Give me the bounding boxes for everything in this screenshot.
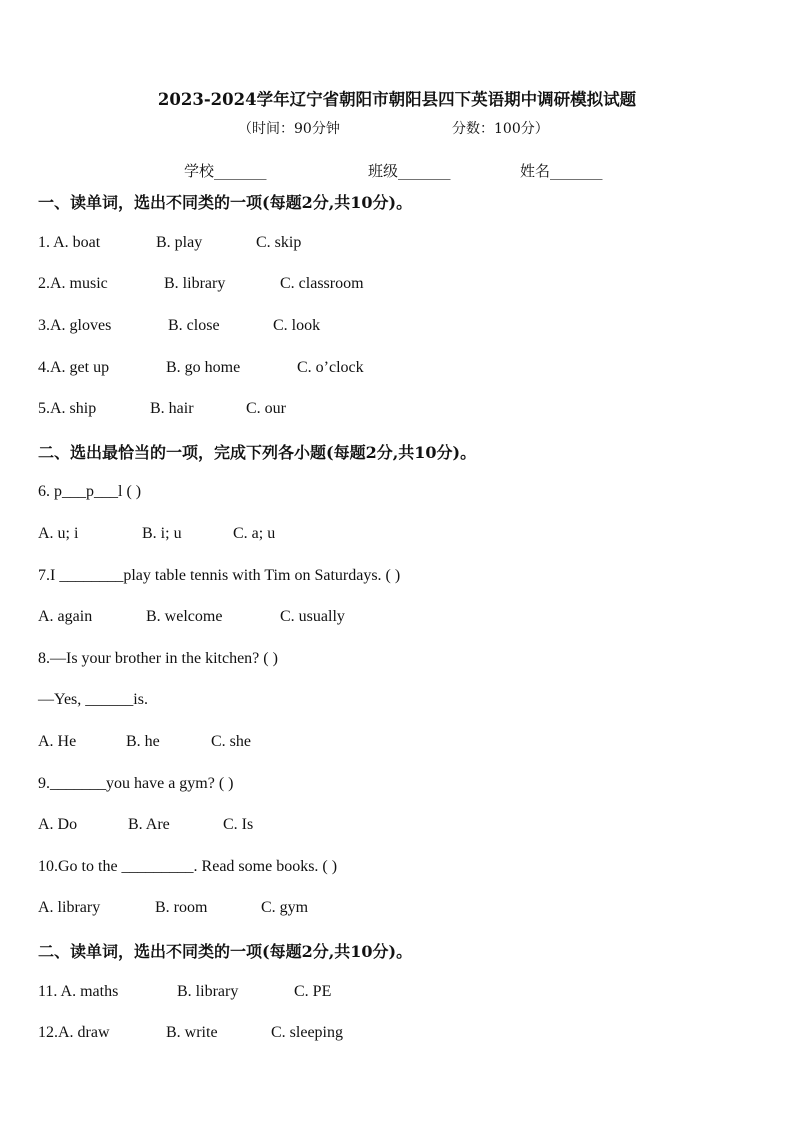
section-heading: 一、读单词，选出不同类的一项(每题2分,共10分)。 <box>38 193 413 212</box>
option-c: C. classroom <box>280 275 364 292</box>
option-a: 12.A. draw <box>38 1024 110 1041</box>
option-b: B. library <box>177 983 239 1000</box>
exam-time: （时间：90分钟 <box>238 121 340 137</box>
option-a: 11. A. maths <box>38 983 119 1000</box>
exam-score: 分数：100分） <box>452 121 549 137</box>
option-a: A. Do <box>38 816 78 833</box>
option-a: 3.A. gloves <box>38 317 112 334</box>
option-b: B. library <box>164 275 226 292</box>
option-a: A. again <box>38 608 93 625</box>
option-c: C. she <box>211 733 251 750</box>
option-a: 1. A. boat <box>38 234 101 251</box>
question-line: 10.Go to the _________. Read some books. ( ) <box>38 858 338 875</box>
option-c: C. sleeping <box>271 1024 343 1041</box>
option-a: 4.A. get up <box>38 359 110 376</box>
option-c: C. usually <box>280 608 345 625</box>
option-b: B. hair <box>150 400 194 417</box>
option-c: C. a; u <box>233 525 276 542</box>
option-c: C. PE <box>294 983 332 1000</box>
page-title: 2023-2024学年辽宁省朝阳市朝阳县四下英语期中调研模拟试题 <box>157 90 637 109</box>
class-field: 班级_______ <box>368 162 451 180</box>
option-b: B. write <box>166 1024 218 1041</box>
question-line: 9._______you have a gym? ( ) <box>38 775 234 792</box>
option-a: A. u; i <box>38 525 79 542</box>
option-a: A. library <box>38 899 101 916</box>
question-line: —Yes, ______is. <box>38 691 148 708</box>
option-b: B. he <box>126 733 160 750</box>
question-line: 6. p___p___l ( ) <box>38 483 142 500</box>
option-b: B. i; u <box>142 525 182 542</box>
option-c: C. gym <box>261 899 309 916</box>
name-field: 姓名_______ <box>520 162 603 180</box>
school-field: 学校_______ <box>184 162 267 180</box>
section-heading: 二、选出最恰当的一项，完成下列各小题(每题2分,共10分)。 <box>38 443 477 462</box>
question-line: 8.—Is your brother in the kitchen? ( ) <box>38 650 278 667</box>
option-c: C. look <box>273 317 321 334</box>
option-a: A. He <box>38 733 77 750</box>
section-heading: 二、读单词，选出不同类的一项(每题2分,共10分)。 <box>38 942 413 961</box>
option-b: B. go home <box>166 359 241 376</box>
option-b: B. Are <box>128 816 170 833</box>
option-c: C. Is <box>223 816 254 833</box>
option-b: B. welcome <box>146 608 223 625</box>
option-b: B. room <box>155 899 208 916</box>
option-b: B. play <box>156 234 203 251</box>
option-c: C. o’clock <box>297 359 364 376</box>
option-c: C. skip <box>256 234 302 251</box>
option-a: 5.A. ship <box>38 400 97 417</box>
question-line: 7.I ________play table tennis with Tim on Saturdays. ( ) <box>38 567 401 584</box>
option-c: C. our <box>246 400 286 417</box>
option-a: 2.A. music <box>38 275 108 292</box>
option-b: B. close <box>168 317 220 334</box>
